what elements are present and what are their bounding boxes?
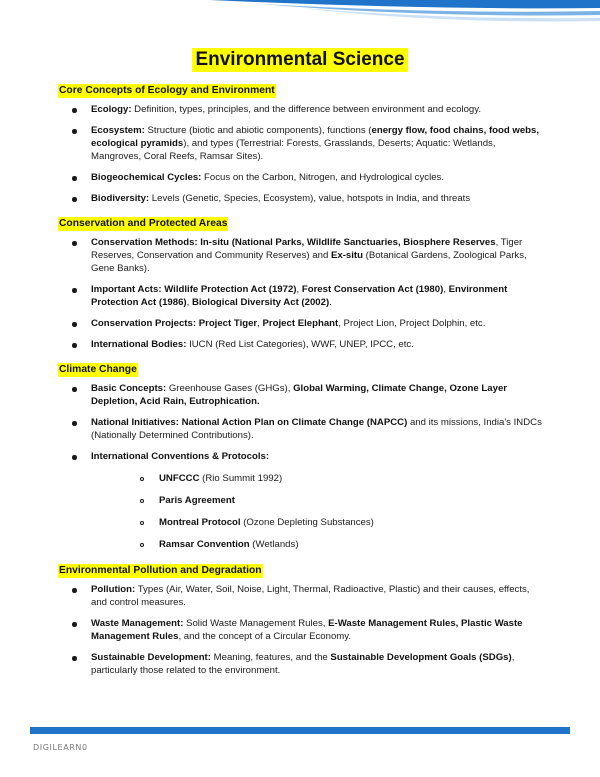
text-run: ,	[257, 318, 263, 329]
section-core-concepts-of-ecology-and-environment	[58, 80, 548, 205]
list-item	[58, 283, 548, 309]
circle-bullet-icon	[140, 543, 144, 547]
list-item	[58, 317, 548, 330]
list-item	[58, 416, 548, 442]
bold-text: National Initiatives: National Action Plan on Climate Change (NAPCC)	[91, 417, 408, 428]
bold-text: Sustainable Development:	[91, 652, 211, 663]
text-run: ,	[186, 297, 192, 308]
bold-text: Conservation Projects: Project Tiger	[91, 318, 258, 329]
text-run: ,	[443, 284, 449, 295]
text-run: Solid Waste Management Rules,	[183, 618, 329, 629]
bullet-list	[58, 236, 548, 351]
bold-text: Biodiversity:	[91, 193, 150, 204]
bullet-icon	[72, 129, 77, 134]
circle-bullet-icon	[140, 499, 144, 503]
bold-text: Project Elephant	[262, 318, 339, 329]
list-item	[58, 583, 548, 609]
text-run: (Rio Summit 1992)	[199, 473, 283, 484]
text-run: , Tiger Reserves, Conservation and Community Reserves) and	[91, 237, 523, 261]
list-item	[58, 124, 548, 163]
section-heading: Core Concepts of Ecology and Environment	[59, 85, 275, 96]
list-item	[58, 651, 548, 677]
bullet-icon	[72, 241, 77, 246]
bullet-icon	[72, 421, 77, 426]
bullet-list	[58, 103, 548, 205]
page-title: Environmental Science	[192, 48, 407, 72]
bold-text: UNFCCC	[159, 473, 200, 484]
text-run: Focus on the Carbon, Nitrogen, and Hydrological cycles.	[201, 172, 445, 183]
bold-text: International Bodies:	[91, 339, 187, 350]
text-run: .	[329, 297, 332, 308]
bold-text: energy flow, food chains, food webs, ecological pyramids	[91, 125, 540, 149]
bullet-icon	[72, 343, 77, 348]
bold-text: Ramsar Convention	[159, 539, 250, 550]
top-swoosh-decoration	[0, 0, 600, 40]
text-run: Greenhouse Gases (GHGs),	[166, 383, 294, 394]
bold-text: Important Acts: Wildlife Protection Act (1972)	[91, 284, 297, 295]
bold-text: E-Waste Management Rules, Plastic Waste Management Rules	[91, 618, 523, 642]
text-run: Levels (Genetic, Species, Ecosystem), value, hotspots in India, and threats	[149, 193, 471, 204]
footer-brand: DIGILEARN0	[33, 743, 88, 752]
sub-list	[91, 472, 548, 551]
bullet-icon	[72, 176, 77, 181]
bold-text: Biological Diversity Act (2002)	[191, 297, 330, 308]
bold-text: Paris Agreement	[159, 495, 235, 506]
bottom-accent-bar	[30, 727, 570, 734]
circle-bullet-icon	[140, 521, 144, 525]
bullet-icon	[72, 197, 77, 202]
section-environmental-pollution-and-degradation	[58, 560, 548, 677]
bullet-icon	[72, 588, 77, 593]
section-climate-change	[58, 359, 548, 551]
list-item	[58, 192, 548, 205]
text-run: and its missions, India's INDCs (Nationally Determined Contributions).	[91, 417, 542, 441]
bullet-icon	[72, 322, 77, 327]
bullet-list	[58, 382, 548, 551]
text-run: , and the concept of a Circular Economy.	[178, 631, 352, 642]
bold-text: Environment Protection Act (1986)	[91, 284, 508, 308]
section-conservation-and-protected-areas	[58, 213, 548, 351]
bold-text: Ex-situ	[330, 250, 363, 261]
list-item	[58, 171, 548, 184]
bullet-icon	[72, 622, 77, 627]
bullet-icon	[72, 656, 77, 661]
bold-text: Ecology:	[91, 104, 132, 115]
section-heading: Climate Change	[59, 364, 137, 375]
text-run: , particularly those related to the environment.	[91, 652, 515, 676]
text-run: (Botanical Gardens, Zoological Parks, Gene Banks).	[91, 250, 527, 274]
text-run: Structure (biotic and abiotic components), functions (	[144, 125, 372, 136]
circle-bullet-icon	[140, 477, 144, 481]
text-run: , Project Lion, Project Dolphin, etc.	[338, 318, 486, 329]
bold-text: Biogeochemical Cycles:	[91, 172, 202, 183]
bullet-list	[58, 583, 548, 677]
bold-text: Sustainable Development Goals (SDGs)	[330, 652, 512, 663]
section-heading: Conservation and Protected Areas	[59, 218, 228, 229]
bold-text: Waste Management:	[91, 618, 184, 629]
sub-list-item	[126, 538, 548, 551]
list-item	[58, 617, 548, 643]
bold-text: Montreal Protocol	[159, 517, 241, 528]
bold-text: Pollution:	[91, 584, 136, 595]
text-run: IUCN (Red List Categories), WWF, UNEP, IPCC, etc.	[186, 339, 414, 350]
text-run: ), and types (Terrestrial: Forests, Grasslands, Deserts; Aquatic: Wetlands, Mangroves, Coral Reefs, Ramsar Sites).	[91, 138, 496, 162]
bold-text: Conservation Methods: In-situ (National Parks, Wildlife Sanctuaries, Biosphere Reserves	[91, 237, 496, 248]
document-body	[58, 80, 548, 685]
bold-text: Basic Concepts:	[91, 383, 167, 394]
list-item	[58, 450, 548, 551]
bold-text: Forest Conservation Act (1980)	[301, 284, 444, 295]
text-run: ,	[296, 284, 302, 295]
section-heading: Environmental Pollution and Degradation	[59, 565, 262, 576]
text-run: (Wetlands)	[249, 539, 299, 550]
bold-text: Global Warming, Climate Change, Ozone Layer Depletion, Acid Rain, Eutrophication.	[91, 383, 508, 407]
list-item	[58, 103, 548, 116]
sub-list-item	[126, 494, 548, 507]
sub-list-item	[126, 516, 548, 529]
text-run: Meaning, features, and the	[210, 652, 331, 663]
bullet-icon	[72, 108, 77, 113]
sub-list-item	[126, 472, 548, 485]
bold-text: Ecosystem:	[91, 125, 145, 136]
list-item	[58, 382, 548, 408]
text-run: Types (Air, Water, Soil, Noise, Light, Thermal, Radioactive, Plastic) and their causes, effects, and control measures.	[91, 584, 530, 608]
text-run: (Ozone Depleting Substances)	[240, 517, 374, 528]
bullet-icon	[72, 387, 77, 392]
text-run: Definition, types, principles, and the difference between environment and ecology.	[131, 104, 482, 115]
list-item	[58, 236, 548, 275]
bold-text: International Conventions & Protocols:	[91, 451, 270, 462]
bullet-icon	[72, 455, 77, 460]
bullet-icon	[72, 288, 77, 293]
list-item	[58, 338, 548, 351]
